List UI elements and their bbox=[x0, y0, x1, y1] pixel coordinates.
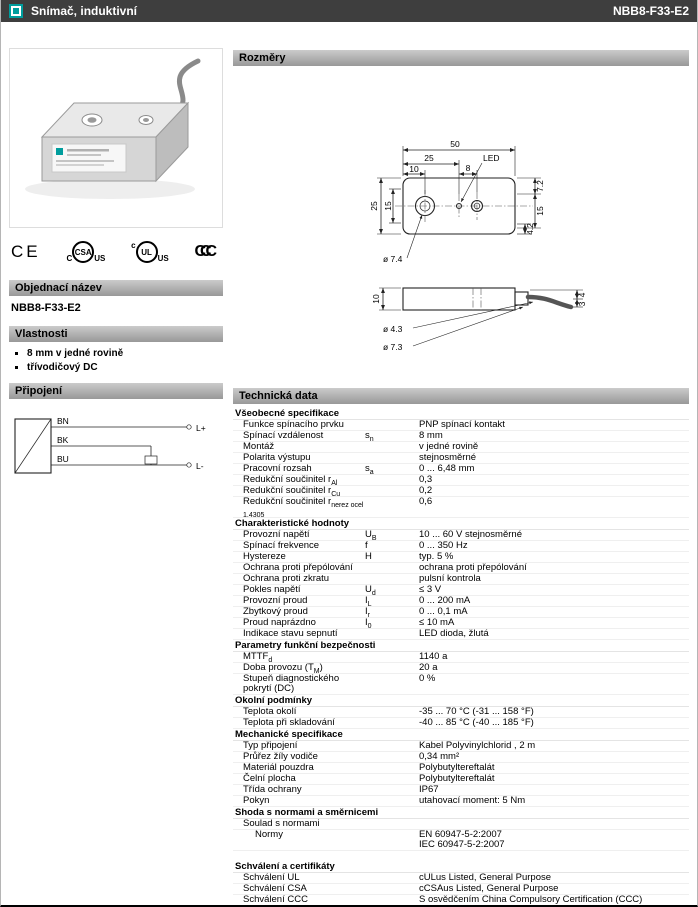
tech-section-title: Shoda s normami a směrnicemi bbox=[233, 807, 689, 819]
tech-row-symbol bbox=[365, 420, 419, 430]
tech-row-symbol: $U_d$ bbox=[365, 584, 376, 597]
tech-row-value: 1140 a bbox=[419, 651, 448, 662]
tech-row-symbol: f bbox=[365, 540, 368, 551]
dim-d7-3: ø 7.3 bbox=[383, 342, 403, 352]
title-bar bbox=[1, 0, 697, 22]
feature-item: ▪ 8 mm v jedné rovině bbox=[27, 348, 223, 359]
tech-row-symbol bbox=[365, 475, 419, 485]
tech-row-symbol bbox=[365, 796, 419, 806]
tech-row-value: typ. 5 % bbox=[419, 551, 454, 562]
tech-row-value: 20 a bbox=[419, 662, 438, 673]
wire-label-bk: BK bbox=[57, 435, 69, 445]
tech-row-value: PNP spínací kontakt bbox=[419, 419, 505, 430]
tech-row-symbol bbox=[365, 830, 419, 850]
tech-row-symbol bbox=[365, 674, 419, 694]
tech-row-symbol bbox=[365, 752, 419, 762]
ccc-mark-icon: CCC bbox=[194, 243, 211, 260]
features-list bbox=[27, 348, 223, 373]
tech-row-value: 0,2 bbox=[419, 485, 433, 496]
tech-row-label: Proud naprázdno bbox=[243, 617, 316, 628]
tech-row-symbol bbox=[365, 741, 419, 751]
tech-row-symbol: $s_n$ bbox=[365, 430, 374, 443]
tech-section-title: Schválení a certifikáty bbox=[233, 861, 689, 873]
tech-row-value bbox=[419, 819, 689, 829]
dim-d4-3: ø 4.3 bbox=[383, 324, 403, 334]
csa-c-label: C bbox=[66, 254, 73, 263]
terminal-label-lplus: L+ bbox=[196, 423, 206, 433]
tech-row bbox=[233, 574, 689, 585]
csa-label: CSA bbox=[74, 247, 92, 257]
tech-row-symbol bbox=[365, 563, 419, 573]
tech-row-value: ≤ 3 V bbox=[419, 584, 442, 595]
dim-10-side: 10 bbox=[371, 294, 381, 304]
tech-row-value: 0 ... 350 Hz bbox=[419, 540, 468, 551]
tech-row-label: Soulad s normami bbox=[243, 818, 320, 829]
tech-row-label: Typ připojení bbox=[243, 740, 298, 751]
section-header-features: Vlastnosti bbox=[9, 326, 223, 342]
tech-row-value: ≤ 10 mA bbox=[419, 617, 455, 628]
dim-50: 50 bbox=[450, 139, 460, 149]
tech-row-value: v jedné rovině bbox=[419, 441, 479, 452]
tech-row bbox=[233, 718, 689, 729]
tech-row-symbol bbox=[365, 652, 419, 662]
tech-table bbox=[233, 408, 689, 906]
tech-row-label: Čelní plocha bbox=[243, 773, 296, 784]
tech-row bbox=[233, 629, 689, 640]
tech-row-value: 0 ... 6,48 mm bbox=[419, 463, 475, 474]
tech-row-value: 0,3 bbox=[419, 474, 433, 485]
dim-8: 8 bbox=[465, 163, 471, 173]
tech-row-label: Normy bbox=[255, 829, 283, 840]
tech-row-label: Zbytkový proud bbox=[243, 606, 308, 617]
tech-row-value: 0 ... 200 mA bbox=[419, 595, 471, 606]
tech-row-symbol bbox=[365, 774, 419, 784]
tech-row-label: Provozní proud bbox=[243, 595, 308, 606]
tech-row-label: Pokyn bbox=[243, 795, 270, 806]
tech-row bbox=[233, 830, 689, 851]
dim-15-left: 15 bbox=[383, 201, 393, 211]
tech-row-symbol bbox=[365, 785, 419, 795]
wire-label-bn: BN bbox=[57, 416, 69, 426]
tech-row-value: 8 mm bbox=[419, 430, 443, 441]
tech-row-symbol bbox=[365, 718, 419, 728]
tech-row-label: Spínací frekvence bbox=[243, 540, 320, 551]
tech-row-symbol bbox=[365, 497, 419, 517]
product-photo bbox=[9, 48, 223, 228]
dimension-drawing bbox=[233, 66, 689, 378]
tech-row-label: Teplota při skladování bbox=[243, 717, 335, 728]
tech-row-value: cULus Listed, General Purpose bbox=[419, 872, 552, 883]
tech-row-symbol bbox=[365, 763, 419, 773]
tech-row-label: Ochrana proti přepólování bbox=[243, 562, 353, 573]
product-photo-drawing bbox=[10, 49, 222, 227]
section-header-connection: Připojení bbox=[9, 383, 223, 399]
tech-section-title: Okolní podmínky bbox=[233, 695, 689, 707]
ul-us-label: US bbox=[157, 254, 169, 263]
certification-marks bbox=[11, 234, 219, 270]
dim-15-right: 15 bbox=[535, 206, 545, 216]
tech-row-symbol: $U_B$ bbox=[365, 529, 377, 542]
tech-row-label: Montáž bbox=[243, 441, 275, 452]
tech-row-value: Polybutyltereftalát bbox=[419, 762, 495, 773]
section-header-technical-data: Technická data bbox=[233, 388, 689, 404]
section-header-order-name: Objednací název bbox=[9, 280, 223, 296]
tech-row-symbol bbox=[365, 442, 419, 452]
tech-row-label: Pokles napětí bbox=[243, 584, 301, 595]
tech-row-symbol bbox=[365, 873, 419, 883]
brand-logo-icon bbox=[9, 4, 23, 18]
dim-25-left: 25 bbox=[369, 201, 379, 211]
dim-10-top: 10 bbox=[409, 164, 419, 174]
dim-3-side: 3 bbox=[577, 301, 587, 307]
csa-us-label: US bbox=[94, 254, 106, 263]
tech-row-label: $MTTF_d$ bbox=[243, 651, 273, 664]
tech-row-value: 0 ... 0,1 mA bbox=[419, 606, 468, 617]
tech-row-symbol bbox=[365, 663, 419, 673]
tech-row-symbol bbox=[365, 629, 419, 639]
ul-mark-icon bbox=[131, 241, 169, 263]
dim-4-2: 4.2 bbox=[525, 223, 535, 235]
tech-row-symbol: H bbox=[365, 551, 372, 562]
wiring-diagram bbox=[9, 407, 223, 492]
load-symbol-icon bbox=[145, 456, 157, 464]
tech-row-symbol bbox=[365, 486, 419, 496]
dim-7-2: 7.2 bbox=[535, 180, 545, 192]
tech-row-label: Doba provozu $(T_M)$ bbox=[243, 662, 323, 675]
tech-row-label: Schválení CCC bbox=[243, 894, 308, 905]
left-column bbox=[1, 22, 227, 906]
tech-row-value: Polybutyltereftalát bbox=[419, 773, 495, 784]
tech-row-symbol bbox=[365, 574, 419, 584]
tech-row-label: Hystereze bbox=[243, 551, 286, 562]
table-gap bbox=[233, 851, 689, 861]
tech-row-label: Provozní napětí bbox=[243, 529, 310, 540]
tech-row-value: cCSAus Listed, General Purpose bbox=[419, 883, 559, 894]
dimension-drawing-svg bbox=[233, 66, 691, 374]
tech-row-symbol bbox=[365, 453, 419, 463]
tech-row-value: IP67 bbox=[419, 784, 439, 795]
tech-section-title: Charakteristické hodnoty bbox=[233, 518, 689, 530]
tech-row bbox=[233, 796, 689, 807]
tech-row-label: Spínací vzdálenost bbox=[243, 430, 324, 441]
tech-row-value: S osvědčením China Compulsory Certification (CCC) bbox=[419, 894, 643, 905]
ul-c-label: c bbox=[131, 241, 136, 250]
tech-row-value: stejnosměrné bbox=[419, 452, 477, 463]
tech-row-symbol bbox=[365, 884, 419, 894]
section-header-dimensions: Rozměry bbox=[233, 50, 689, 66]
page-content bbox=[1, 22, 697, 906]
tech-row-label: Teplota okolí bbox=[243, 706, 297, 717]
led-label: LED bbox=[483, 153, 500, 163]
tech-row-label: Stupeň diagnostického pokrytí (DC) bbox=[243, 673, 340, 694]
tech-row-symbol: $s_a$ bbox=[365, 463, 374, 476]
tech-row-value: 0 % bbox=[419, 673, 436, 684]
tech-row-label: Redukční součinitel $r_{Cu}$ bbox=[243, 485, 341, 498]
label-brand-square-icon bbox=[56, 148, 63, 155]
tech-row-value: ochrana proti přepólování bbox=[419, 562, 527, 573]
tech-row-symbol: $I_L$ bbox=[365, 595, 372, 608]
tech-row bbox=[233, 497, 689, 518]
tech-row-label: Třída ochrany bbox=[243, 784, 302, 795]
tech-row-label: Průřez žíly vodiče bbox=[243, 751, 318, 762]
tech-row-value: 10 ... 60 V stejnosměrné bbox=[419, 529, 522, 540]
tech-row-label: Materiál pouzdra bbox=[243, 762, 314, 773]
tech-row-label: Redukční součinitel $r_{Al}$ bbox=[243, 474, 338, 487]
tech-row-label: Polarita výstupu bbox=[243, 452, 311, 463]
tech-row-value: 0,34 mm² bbox=[419, 751, 460, 762]
tech-section-title: Parametry funkční bezpečnosti bbox=[233, 640, 689, 652]
right-column bbox=[227, 22, 697, 906]
wiring-diagram-drawing bbox=[9, 407, 219, 487]
tech-row-label: Schválení UL bbox=[243, 872, 300, 883]
page-title: Snímač, induktivní bbox=[31, 4, 138, 18]
tech-row-symbol: $I_0$ bbox=[365, 617, 372, 630]
product-number: NBB8-F33-E2 bbox=[612, 4, 689, 18]
tech-row-value: pulsní kontrola bbox=[419, 573, 481, 584]
ce-mark-icon: CE bbox=[11, 242, 41, 261]
tech-row-symbol bbox=[365, 819, 419, 829]
tech-row-label: Redukční součinitel $r_{nerez ocel 1.4305}$ bbox=[243, 496, 364, 519]
tech-row-value: -40 ... 85 °C (-40 ... 185 °F) bbox=[419, 717, 534, 728]
wire-label-bu: BU bbox=[57, 454, 69, 464]
order-name-value: NBB8-F33-E2 bbox=[11, 302, 81, 314]
tech-row-symbol: $I_r$ bbox=[365, 606, 370, 619]
dim-4-side: 4 bbox=[577, 292, 587, 298]
tech-row-value: EN 60947-5-2:2007 IEC 60947-5-2:2007 bbox=[419, 829, 505, 850]
tech-row-value: 0,6 bbox=[419, 496, 433, 507]
tech-row bbox=[233, 541, 689, 552]
tech-section-title: Všeobecné specifikace bbox=[233, 408, 689, 420]
tech-row-label: Schválení CSA bbox=[243, 883, 307, 894]
dim-25-top: 25 bbox=[424, 153, 434, 163]
tech-row-symbol bbox=[365, 707, 419, 717]
tech-row bbox=[233, 895, 689, 906]
tech-row-value: Kabel Polyvinylchlorid , 2 m bbox=[419, 740, 536, 751]
tech-row-value: -35 ... 70 °C (-31 ... 158 °F) bbox=[419, 706, 534, 717]
terminal-label-lminus: L- bbox=[196, 461, 204, 471]
tech-row-value: utahovací moment: 5 Nm bbox=[419, 795, 526, 806]
tech-row-label: Indikace stavu sepnutí bbox=[243, 628, 338, 639]
tech-row-label: Funkce spínacího prvku bbox=[243, 419, 344, 430]
tech-section-title: Mechanické specifikace bbox=[233, 729, 689, 741]
tech-row-value: LED dioda, žlutá bbox=[419, 628, 489, 639]
tech-row bbox=[233, 674, 689, 695]
dim-d7-4: ø 7.4 bbox=[383, 254, 403, 264]
tech-row-label: Ochrana proti zkratu bbox=[243, 573, 330, 584]
ul-label: UL bbox=[141, 247, 152, 257]
tech-row-label: Pracovní rozsah bbox=[243, 463, 312, 474]
csa-mark-icon bbox=[66, 241, 105, 263]
tech-row-symbol bbox=[365, 895, 419, 905]
side-cable-icon bbox=[528, 297, 571, 307]
feature-item: ▪ třívodičový DC bbox=[27, 362, 223, 373]
